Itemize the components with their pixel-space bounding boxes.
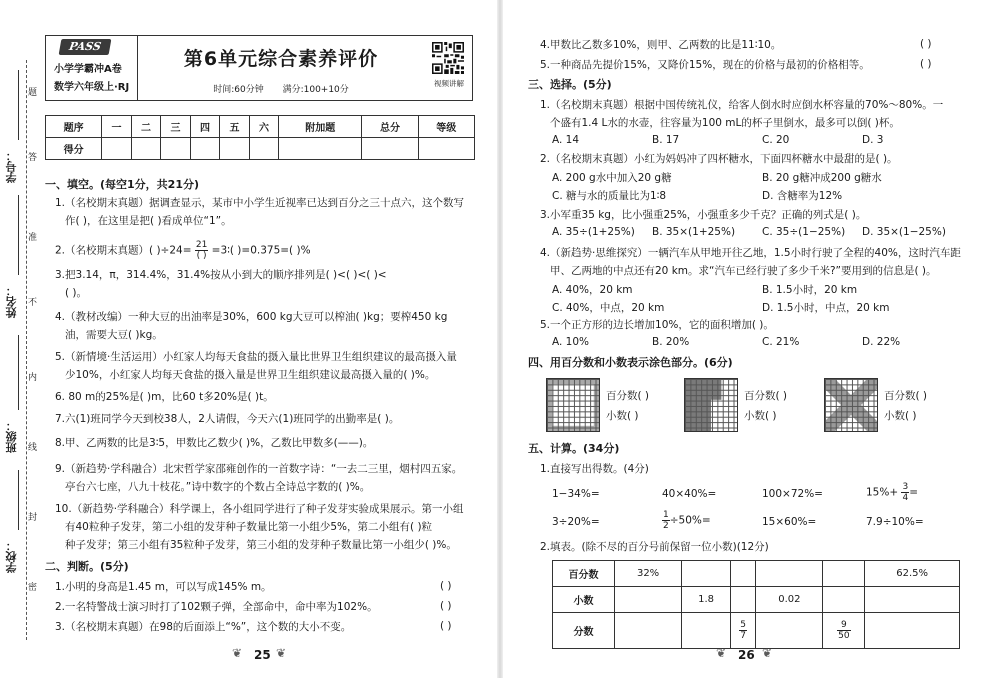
cut-char: 线 bbox=[28, 443, 38, 453]
choice-5-option-d[interactable]: D. 22% bbox=[862, 336, 901, 348]
leaf-ornament-icon: ❦ bbox=[276, 646, 287, 660]
score-cell: 五 bbox=[220, 116, 249, 138]
calc-item-head: 15%+ bbox=[866, 486, 899, 499]
conversion-table bbox=[552, 560, 960, 649]
calc-item[interactable]: 15×60%= bbox=[762, 516, 817, 528]
score-input[interactable] bbox=[418, 138, 474, 160]
table-row-decimal bbox=[553, 587, 960, 613]
choice-5-option-b[interactable]: B. 20% bbox=[652, 336, 690, 348]
page-number-left: 25 bbox=[254, 648, 271, 662]
table-row-percent bbox=[553, 561, 960, 587]
grid-2-percent[interactable]: 百分数( ) bbox=[744, 390, 788, 402]
table-cell[interactable] bbox=[682, 613, 731, 649]
grid-3-decimal[interactable]: 小数( ) bbox=[884, 410, 917, 422]
choice-1-option-d[interactable]: D. 3 bbox=[862, 134, 884, 146]
table-cell[interactable] bbox=[615, 587, 682, 613]
score-cell: 二 bbox=[131, 116, 160, 138]
question-2-head: 2.（名校期末真题）( )÷24= bbox=[55, 244, 192, 257]
table-cell[interactable] bbox=[682, 561, 731, 587]
series-name: 小学学霸冲A卷 bbox=[54, 64, 122, 75]
fraction-denominator: 7 bbox=[740, 631, 746, 641]
score-cell: 总分 bbox=[362, 116, 418, 138]
row-header: 分数 bbox=[553, 613, 615, 649]
grid-lines bbox=[547, 379, 599, 431]
grid-1-decimal[interactable]: 小数( ) bbox=[606, 410, 639, 422]
choice-4-option-c[interactable]: C. 40%，中点，20 km bbox=[552, 302, 665, 314]
cut-line bbox=[26, 60, 27, 640]
choice-4-option-b[interactable]: B. 1.5小时，20 km bbox=[762, 284, 858, 296]
choice-2-option-d[interactable]: D. 含糖率为12% bbox=[762, 190, 843, 202]
score-cell: 三 bbox=[161, 116, 190, 138]
table-cell[interactable] bbox=[731, 587, 756, 613]
score-input[interactable] bbox=[220, 138, 249, 160]
judge-3: 3.（名校期末真题）在98的后面添上“%”，这个数的大小不变。 bbox=[55, 621, 352, 633]
question-7[interactable]: 7.六(1)班同学今天到校38人，2人请假，今天六(1)班同学的出勤率是( )。 bbox=[55, 413, 400, 425]
score-cell: 四 bbox=[190, 116, 219, 138]
calc-subtitle: 1.直接写出得数。(4分) bbox=[540, 463, 649, 475]
calc-item-fraction[interactable] bbox=[662, 510, 711, 531]
table-cell[interactable] bbox=[823, 587, 865, 613]
grid-1-percent[interactable]: 百分数( ) bbox=[606, 390, 650, 402]
table-cell[interactable] bbox=[865, 613, 960, 649]
grid-lines bbox=[825, 379, 877, 431]
table-cell[interactable] bbox=[865, 587, 960, 613]
leaf-ornament-icon: ❦ bbox=[762, 646, 773, 660]
calc-item[interactable]: 100×72%= bbox=[762, 488, 823, 500]
choice-1-line1: 1.（名校期末真题）根据中国传统礼仪，给客人倒水时应倒水杯容量的70%～80%。一 bbox=[540, 99, 944, 111]
section-choice: 三、选择。(5分) bbox=[528, 78, 612, 91]
grid-lines bbox=[685, 379, 737, 431]
question-2-fraction bbox=[195, 240, 208, 261]
calc-fraction bbox=[901, 482, 909, 503]
table-cell[interactable] bbox=[615, 613, 682, 649]
calc-item-fraction[interactable]: 15%+ $\frac{3}{4}$ = bbox=[866, 482, 919, 503]
table-cell: 1.8 bbox=[682, 587, 731, 613]
question-3-line1[interactable]: 3.把3.14，π，314.4%，31.4%按从小到大的顺序排列是( )<( )<( )< bbox=[55, 269, 387, 281]
score-input[interactable] bbox=[102, 138, 131, 160]
choice-1-option-a[interactable]: A. 14 bbox=[552, 134, 580, 146]
judge-4-answer[interactable]: ( ) bbox=[920, 38, 932, 50]
table-cell bbox=[823, 613, 865, 649]
binding-margin bbox=[0, 0, 40, 678]
row-header: 小数 bbox=[553, 587, 615, 613]
table-cell[interactable] bbox=[823, 561, 865, 587]
choice-2-option-c[interactable]: C. 糖与水的质量比为1∶8 bbox=[552, 190, 667, 202]
table-cell[interactable] bbox=[731, 561, 756, 587]
name-label: 姓名： bbox=[5, 285, 18, 318]
score-input[interactable] bbox=[249, 138, 278, 160]
shaded-grid-1 bbox=[546, 378, 600, 432]
shaded-grid-3 bbox=[824, 378, 878, 432]
score-input[interactable] bbox=[161, 138, 190, 160]
cut-char: 密 bbox=[28, 583, 38, 593]
choice-2-option-b[interactable]: B. 20 g糖冲成200 g糖水 bbox=[762, 172, 882, 184]
page-number-right: 26 bbox=[738, 648, 755, 662]
question-4-line2[interactable]: 油，需要大豆( )kg。 bbox=[65, 329, 163, 341]
score-input[interactable] bbox=[362, 138, 418, 160]
calc-item-tail: ÷50%= bbox=[669, 514, 711, 527]
question-3-line2[interactable]: ( )。 bbox=[65, 287, 88, 299]
class-field[interactable] bbox=[18, 335, 19, 410]
judge-2: 2.一名特警战士演习时打了102颗子弹，全部命中，命中率为102%。 bbox=[55, 601, 378, 613]
table-cell: 32% bbox=[615, 561, 682, 587]
table-cell bbox=[731, 613, 756, 649]
choice-5[interactable]: 5.一个正方形的边长增加10%，它的面积增加( )。 bbox=[540, 319, 774, 331]
question-1-line1: 1.（名校期末真题）据调查显示，某市中小学生近视率已达到百分之三十点六，这个数写 bbox=[55, 197, 465, 209]
choice-1-option-b[interactable]: B. 17 bbox=[652, 134, 680, 146]
choice-4-line1: 4.（新趋势·思维探究）一辆汽车从甲地开往乙地，1.5小时行驶了全程的40%，这时汽车距 bbox=[540, 247, 961, 259]
judge-2-answer[interactable]: ( ) bbox=[440, 600, 452, 612]
question-2[interactable] bbox=[55, 240, 311, 261]
choice-2-option-a[interactable]: A. 200 g水中加入20 g糖 bbox=[552, 172, 672, 184]
fraction-denominator: 50 bbox=[838, 631, 850, 641]
table-cell[interactable] bbox=[756, 613, 823, 649]
cut-char: 准 bbox=[28, 233, 38, 243]
question-1-line2[interactable]: 作( )，在这里是把( )看成单位“1”。 bbox=[65, 215, 232, 227]
exam-meta bbox=[138, 82, 424, 95]
question-4-line1[interactable]: 4.（教材改编）一种大豆的出油率是30%，600 kg大豆可以榨油( )kg；要榨450 kg bbox=[55, 311, 448, 323]
exam-title: 第6单元综合素养评价 bbox=[183, 48, 379, 70]
fraction-numerator: 9 bbox=[837, 620, 850, 631]
judge-3-answer[interactable]: ( ) bbox=[440, 620, 452, 632]
judge-5: 5.一种商品先提价15%，又降价15%，现在的价格与最初的价格相等。 bbox=[540, 59, 870, 71]
row-header: 百分数 bbox=[553, 561, 615, 587]
judge-4: 4.甲数比乙数多10%，则甲、乙两数的比是11∶10。 bbox=[540, 39, 782, 51]
table-cell: 0.02 bbox=[756, 587, 823, 613]
score-cell: 等级 bbox=[418, 116, 474, 138]
full-score: 满分:100+10分 bbox=[282, 85, 349, 95]
cut-char: 题 bbox=[28, 88, 38, 98]
student-id-label: 学号： bbox=[5, 150, 18, 183]
choice-3[interactable]: 3.小军重35 kg，比小强重25%，小强重多少千克？正确的列式是( )。 bbox=[540, 209, 867, 221]
calc-item[interactable]: 40×40%= bbox=[662, 488, 717, 500]
choice-5-option-a[interactable]: A. 10% bbox=[552, 336, 590, 348]
judge-5-answer[interactable]: ( ) bbox=[920, 58, 932, 70]
question-10-line2[interactable]: 有40粒种子发芽，第二小组的发芽种子数量比第一小组少5%，第二小组有( )粒 bbox=[65, 521, 433, 533]
class-label: 班级： bbox=[5, 420, 18, 453]
shaded-grid-2 bbox=[684, 378, 738, 432]
table-subtitle: 2.填表。(除不尽的百分号前保留一位小数)(12分) bbox=[540, 541, 769, 553]
section-calc: 五、计算。(34分) bbox=[528, 442, 620, 455]
table-fraction bbox=[837, 620, 850, 641]
calc-item[interactable]: 7.9÷10%= bbox=[866, 516, 924, 528]
choice-1-line2[interactable]: 个盛有1.4 L水的水壶，往容量为100 mL的杯子里倒水，最多可以倒( )杯。 bbox=[550, 117, 900, 129]
fraction-numerator: 5 bbox=[740, 620, 746, 630]
grid-3-percent[interactable]: 百分数( ) bbox=[884, 390, 928, 402]
question-10-line1: 10.（新趋势·学科融合）科学课上，各小组同学进行了种子发芽实验成果展示。第一小组 bbox=[55, 503, 464, 515]
choice-1-option-c[interactable]: C. 20 bbox=[762, 134, 790, 146]
fraction-denominator: 4 bbox=[902, 493, 909, 503]
choice-4-line2[interactable]: 甲、乙两地的中点还有20 km。求“汽车已经行驶了多少千米?”要用到的信息是( )。 bbox=[550, 265, 937, 277]
score-cell: 题序 bbox=[46, 116, 102, 138]
table-fraction bbox=[739, 620, 747, 641]
leaf-ornament-icon: ❦ bbox=[232, 646, 243, 660]
calc-fraction bbox=[662, 510, 670, 531]
fraction-numerator: 3 bbox=[902, 482, 909, 492]
qr-code-icon[interactable] bbox=[432, 42, 464, 74]
score-input[interactable] bbox=[131, 138, 160, 160]
video-explain-label: 视频讲解 bbox=[434, 79, 464, 88]
score-cell: 附加题 bbox=[279, 116, 362, 138]
school-field[interactable] bbox=[18, 470, 19, 530]
section-judge: 二、判断。(5分) bbox=[45, 560, 129, 573]
score-header-row bbox=[46, 116, 475, 138]
question-5-line2[interactable]: 少10%，小红家人均每天食盐的摄入量是世界卫生组织建议最高摄入量的( )%。 bbox=[65, 369, 436, 381]
score-input[interactable] bbox=[279, 138, 362, 160]
time-limit: 时间:60分钟 bbox=[213, 85, 264, 95]
question-10-line3[interactable]: 种子发芽；第三小组有35粒种子发芽，第三小组的发芽种子数量比第一小组少( )%。 bbox=[65, 539, 457, 551]
score-input[interactable] bbox=[190, 138, 219, 160]
calc-item[interactable]: 1−34%= bbox=[552, 488, 600, 500]
grade-edition: 数学六年级上·RJ bbox=[54, 82, 130, 93]
fraction-numerator: 1 bbox=[663, 510, 669, 520]
cut-char: 内 bbox=[28, 373, 38, 383]
question-9-line2[interactable]: 亭台六七座，八九十枝花。”诗中数字的个数占全诗总字数的( )%。 bbox=[65, 481, 371, 493]
choice-3-option-a[interactable]: A. 35÷(1+25%) bbox=[552, 226, 635, 238]
cut-char: 答 bbox=[28, 153, 38, 163]
score-table bbox=[45, 115, 475, 160]
score-value-row bbox=[46, 138, 475, 160]
choice-3-option-c[interactable]: C. 35÷(1−25%) bbox=[762, 226, 846, 238]
table-row-fraction bbox=[553, 613, 960, 649]
section-shading: 四、用百分数和小数表示涂色部分。(6分) bbox=[528, 356, 733, 369]
leaf-ornament-icon: ❦ bbox=[716, 646, 727, 660]
judge-1-answer[interactable]: ( ) bbox=[440, 580, 452, 592]
choice-2[interactable]: 2.（名校期末真题）小红为妈妈冲了四杯糖水，下面四杯糖水中最甜的是( )。 bbox=[540, 153, 898, 165]
school-label: 学校： bbox=[5, 540, 18, 573]
choice-4-option-d[interactable]: D. 1.5小时，中点，20 km bbox=[762, 302, 890, 314]
fraction-denominator: ( ) bbox=[196, 251, 207, 261]
judge-1: 1.小明的身高是1.45 m，可以写成145% m。 bbox=[55, 581, 272, 593]
fraction-denominator: 2 bbox=[663, 521, 669, 531]
brand-box bbox=[46, 36, 138, 100]
table-cell: 62.5% bbox=[865, 561, 960, 587]
choice-3-option-d[interactable]: D. 35×(1−25%) bbox=[862, 226, 946, 238]
student-id-field[interactable] bbox=[18, 70, 19, 140]
question-6[interactable]: 6. 80 m的25%是( )m，比60 t多20%是( )t。 bbox=[55, 391, 274, 403]
calc-item[interactable]: 3÷20%= bbox=[552, 516, 600, 528]
name-field[interactable] bbox=[18, 195, 19, 275]
score-row-label: 得分 bbox=[46, 138, 102, 160]
choice-5-option-c[interactable]: C. 21% bbox=[762, 336, 800, 348]
grid-2-decimal[interactable]: 小数( ) bbox=[744, 410, 777, 422]
score-cell: 一 bbox=[102, 116, 131, 138]
table-cell[interactable] bbox=[756, 561, 823, 587]
score-cell: 六 bbox=[249, 116, 278, 138]
pass-logo: PASS bbox=[59, 39, 112, 55]
section-fill-in: 一、填空。(每空1分，共21分) bbox=[45, 178, 200, 191]
choice-3-option-b[interactable]: B. 35×(1+25%) bbox=[652, 226, 736, 238]
exam-header bbox=[45, 35, 473, 101]
question-8[interactable]: 8.甲、乙两数的比是3∶5，甲数比乙数少( )%，乙数比甲数多(——)。 bbox=[55, 437, 374, 449]
fraction-numerator: 21 bbox=[195, 240, 208, 250]
question-9-line1: 9.（新趋势·学科融合）北宋哲学家邵雍创作的一首数字诗：“一去二三里，烟村四五家。 bbox=[55, 463, 463, 475]
cut-char: 封 bbox=[28, 513, 38, 523]
cut-char: 不 bbox=[28, 298, 38, 308]
question-2-tail: =3∶( )=0.375=( )% bbox=[211, 244, 311, 257]
choice-4-option-a[interactable]: A. 40%，20 km bbox=[552, 284, 633, 296]
question-5-line1: 5.（新情境·生活运用）小红家人均每天食盐的摄入量比世界卫生组织建议的最高摄入量 bbox=[55, 351, 457, 363]
